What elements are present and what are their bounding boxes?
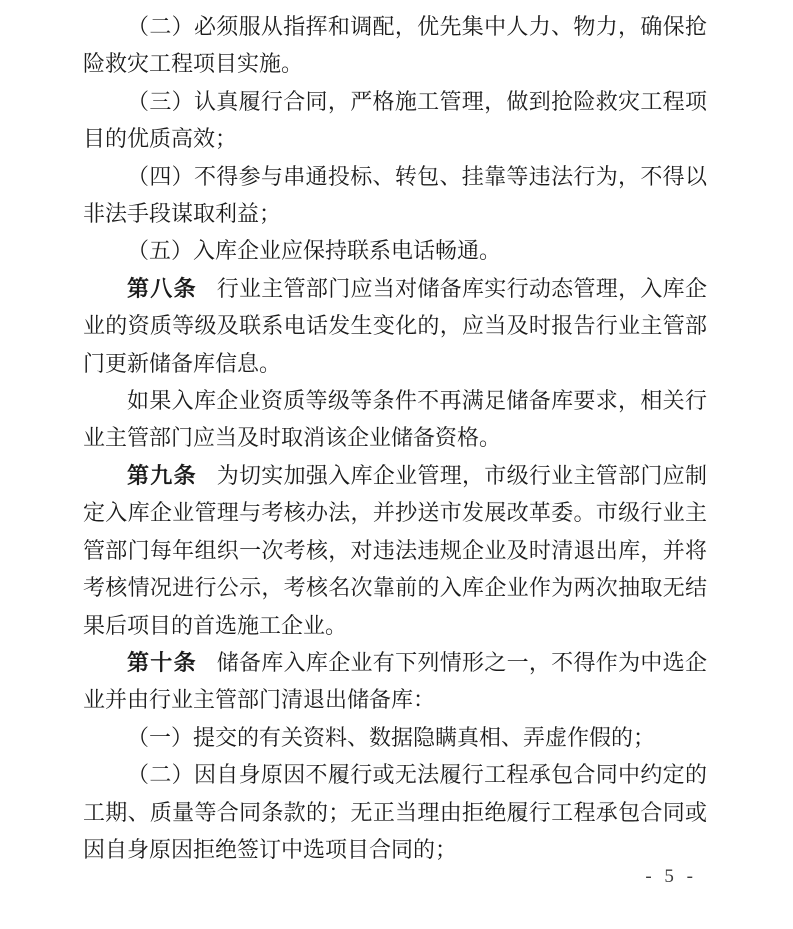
paragraph-text: （一）提交的有关资料、数据隐瞒真相、弄虚作假的； bbox=[127, 724, 656, 750]
paragraph-text: （四）不得参与串通投标、转包、挂靠等违法行为，不得以非法手段谋取利益； bbox=[83, 163, 707, 227]
paragraph-text: （五）入库企业应保持联系电话畅通。 bbox=[127, 238, 502, 264]
paragraph-text: 储备库入库企业有下列情形之一，不得作为中选企业并由行业主管部门清退出储备库： bbox=[83, 649, 707, 713]
paragraph-text: （三）认真履行合同，严格施工管理，做到抢险救灾工程项目的优质高效； bbox=[83, 88, 707, 152]
paragraph bbox=[83, 83, 707, 158]
paragraph-text: （二）必须服从指挥和调配，优先集中人力、物力，确保抢险救灾工程项目实施。 bbox=[83, 14, 707, 77]
document-body bbox=[83, 8, 707, 868]
article-paragraph bbox=[83, 644, 707, 719]
paragraph-text: 行业主管部门应当对储备库实行动态管理，入库企业的资质等级及联系电话发生变化的，应当及时报告行业主管部门更新储备库信息。 bbox=[83, 275, 707, 376]
paragraph bbox=[83, 8, 707, 83]
paragraph-text: 如果入库企业资质等级等条件不再满足储备库要求，相关行业主管部门应当及时取消该企业储备资格。 bbox=[83, 388, 707, 451]
paragraph bbox=[83, 382, 707, 457]
paragraph bbox=[83, 158, 707, 233]
article-heading: 第九条 bbox=[127, 462, 197, 488]
paragraph bbox=[83, 756, 707, 868]
page-number: - 5 - bbox=[645, 866, 697, 887]
article-heading: 第八条 bbox=[127, 275, 197, 301]
paragraph bbox=[83, 719, 707, 756]
paragraph-text: 为切实加强入库企业管理，市级行业主管部门应制定入库企业管理与考核办法，并抄送市发展改革委。市级行业主管部门每年组织一次考核，对违法违规企业及时清退出库，并将考核情况进行公示，考核名次靠前的入库企业作为两次抽取无结果后项目的首选施工企业。 bbox=[83, 462, 707, 638]
article-paragraph bbox=[83, 457, 707, 644]
article-heading: 第十条 bbox=[127, 649, 197, 675]
paragraph-text: （二）因自身原因不履行或无法履行工程承包合同中约定的工期、质量等合同条款的；无正当理由拒绝履行工程承包合同或因自身原因拒绝签订中选项目合同的； bbox=[83, 762, 707, 862]
paragraph bbox=[83, 232, 707, 269]
article-paragraph bbox=[83, 270, 707, 382]
